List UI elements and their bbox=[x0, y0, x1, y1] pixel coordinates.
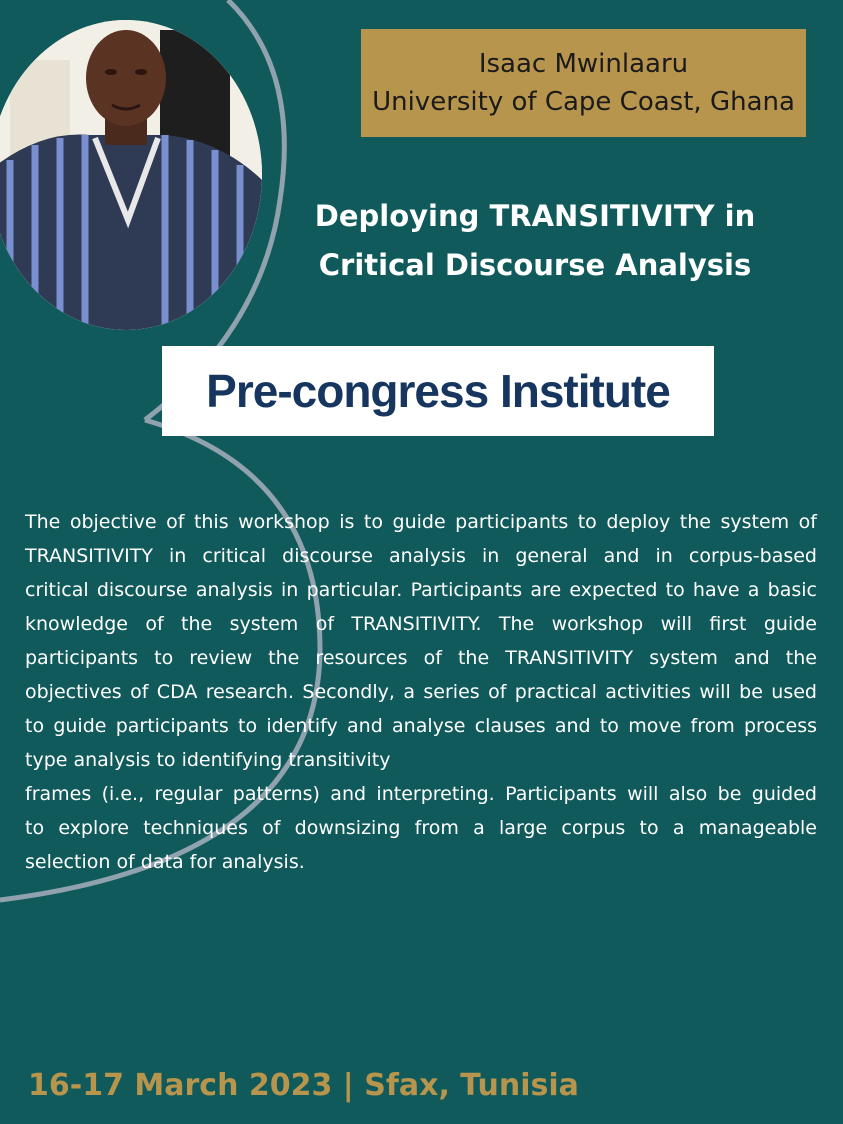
talk-title-line-1: Deploying TRANSITIVITY in bbox=[314, 199, 756, 233]
description-line: The objective of this workshop is to guide participants to deploy the system of bbox=[25, 511, 817, 533]
speaker-info-box bbox=[361, 29, 806, 137]
event-date-location: 16-17 March 2023 | Sfax, Tunisia bbox=[28, 1068, 579, 1103]
description-line: participants to review the resources of the TRANSITIVITY system and the bbox=[25, 647, 817, 669]
description-line: objectives of CDA research. Secondly, a series of practical activities will be used bbox=[25, 681, 817, 703]
description-line: to explore techniques of downsizing from a large corpus to a manageable bbox=[25, 817, 817, 839]
description-line: TRANSITIVITY in critical discourse analysis in general and in corpus-based bbox=[25, 545, 817, 567]
speaker-photo bbox=[0, 20, 262, 330]
banner-label: Pre-congress Institute bbox=[206, 365, 670, 417]
description-line: frames (i.e., regular patterns) and interpreting. Participants will also be guided bbox=[25, 783, 817, 805]
talk-title-line-2: Critical Discourse Analysis bbox=[318, 248, 752, 282]
speaker-affiliation: University of Cape Coast, Ghana bbox=[372, 87, 795, 117]
description-line: critical discourse analysis in particular. Participants are expected to have a basic bbox=[25, 579, 817, 601]
description-line: selection of data for analysis. bbox=[25, 851, 305, 873]
workshop-description bbox=[25, 505, 817, 879]
description-line: knowledge of the system of TRANSITIVITY. The workshop will first guide bbox=[25, 613, 817, 635]
talk-title bbox=[300, 192, 770, 290]
description-line: to guide participants to identify and analyse clauses and to move from process bbox=[25, 715, 817, 737]
speaker-name: Isaac Mwinlaaru bbox=[478, 49, 689, 79]
description-line: type analysis to identifying transitivity bbox=[25, 749, 391, 771]
event-banner bbox=[162, 346, 714, 436]
